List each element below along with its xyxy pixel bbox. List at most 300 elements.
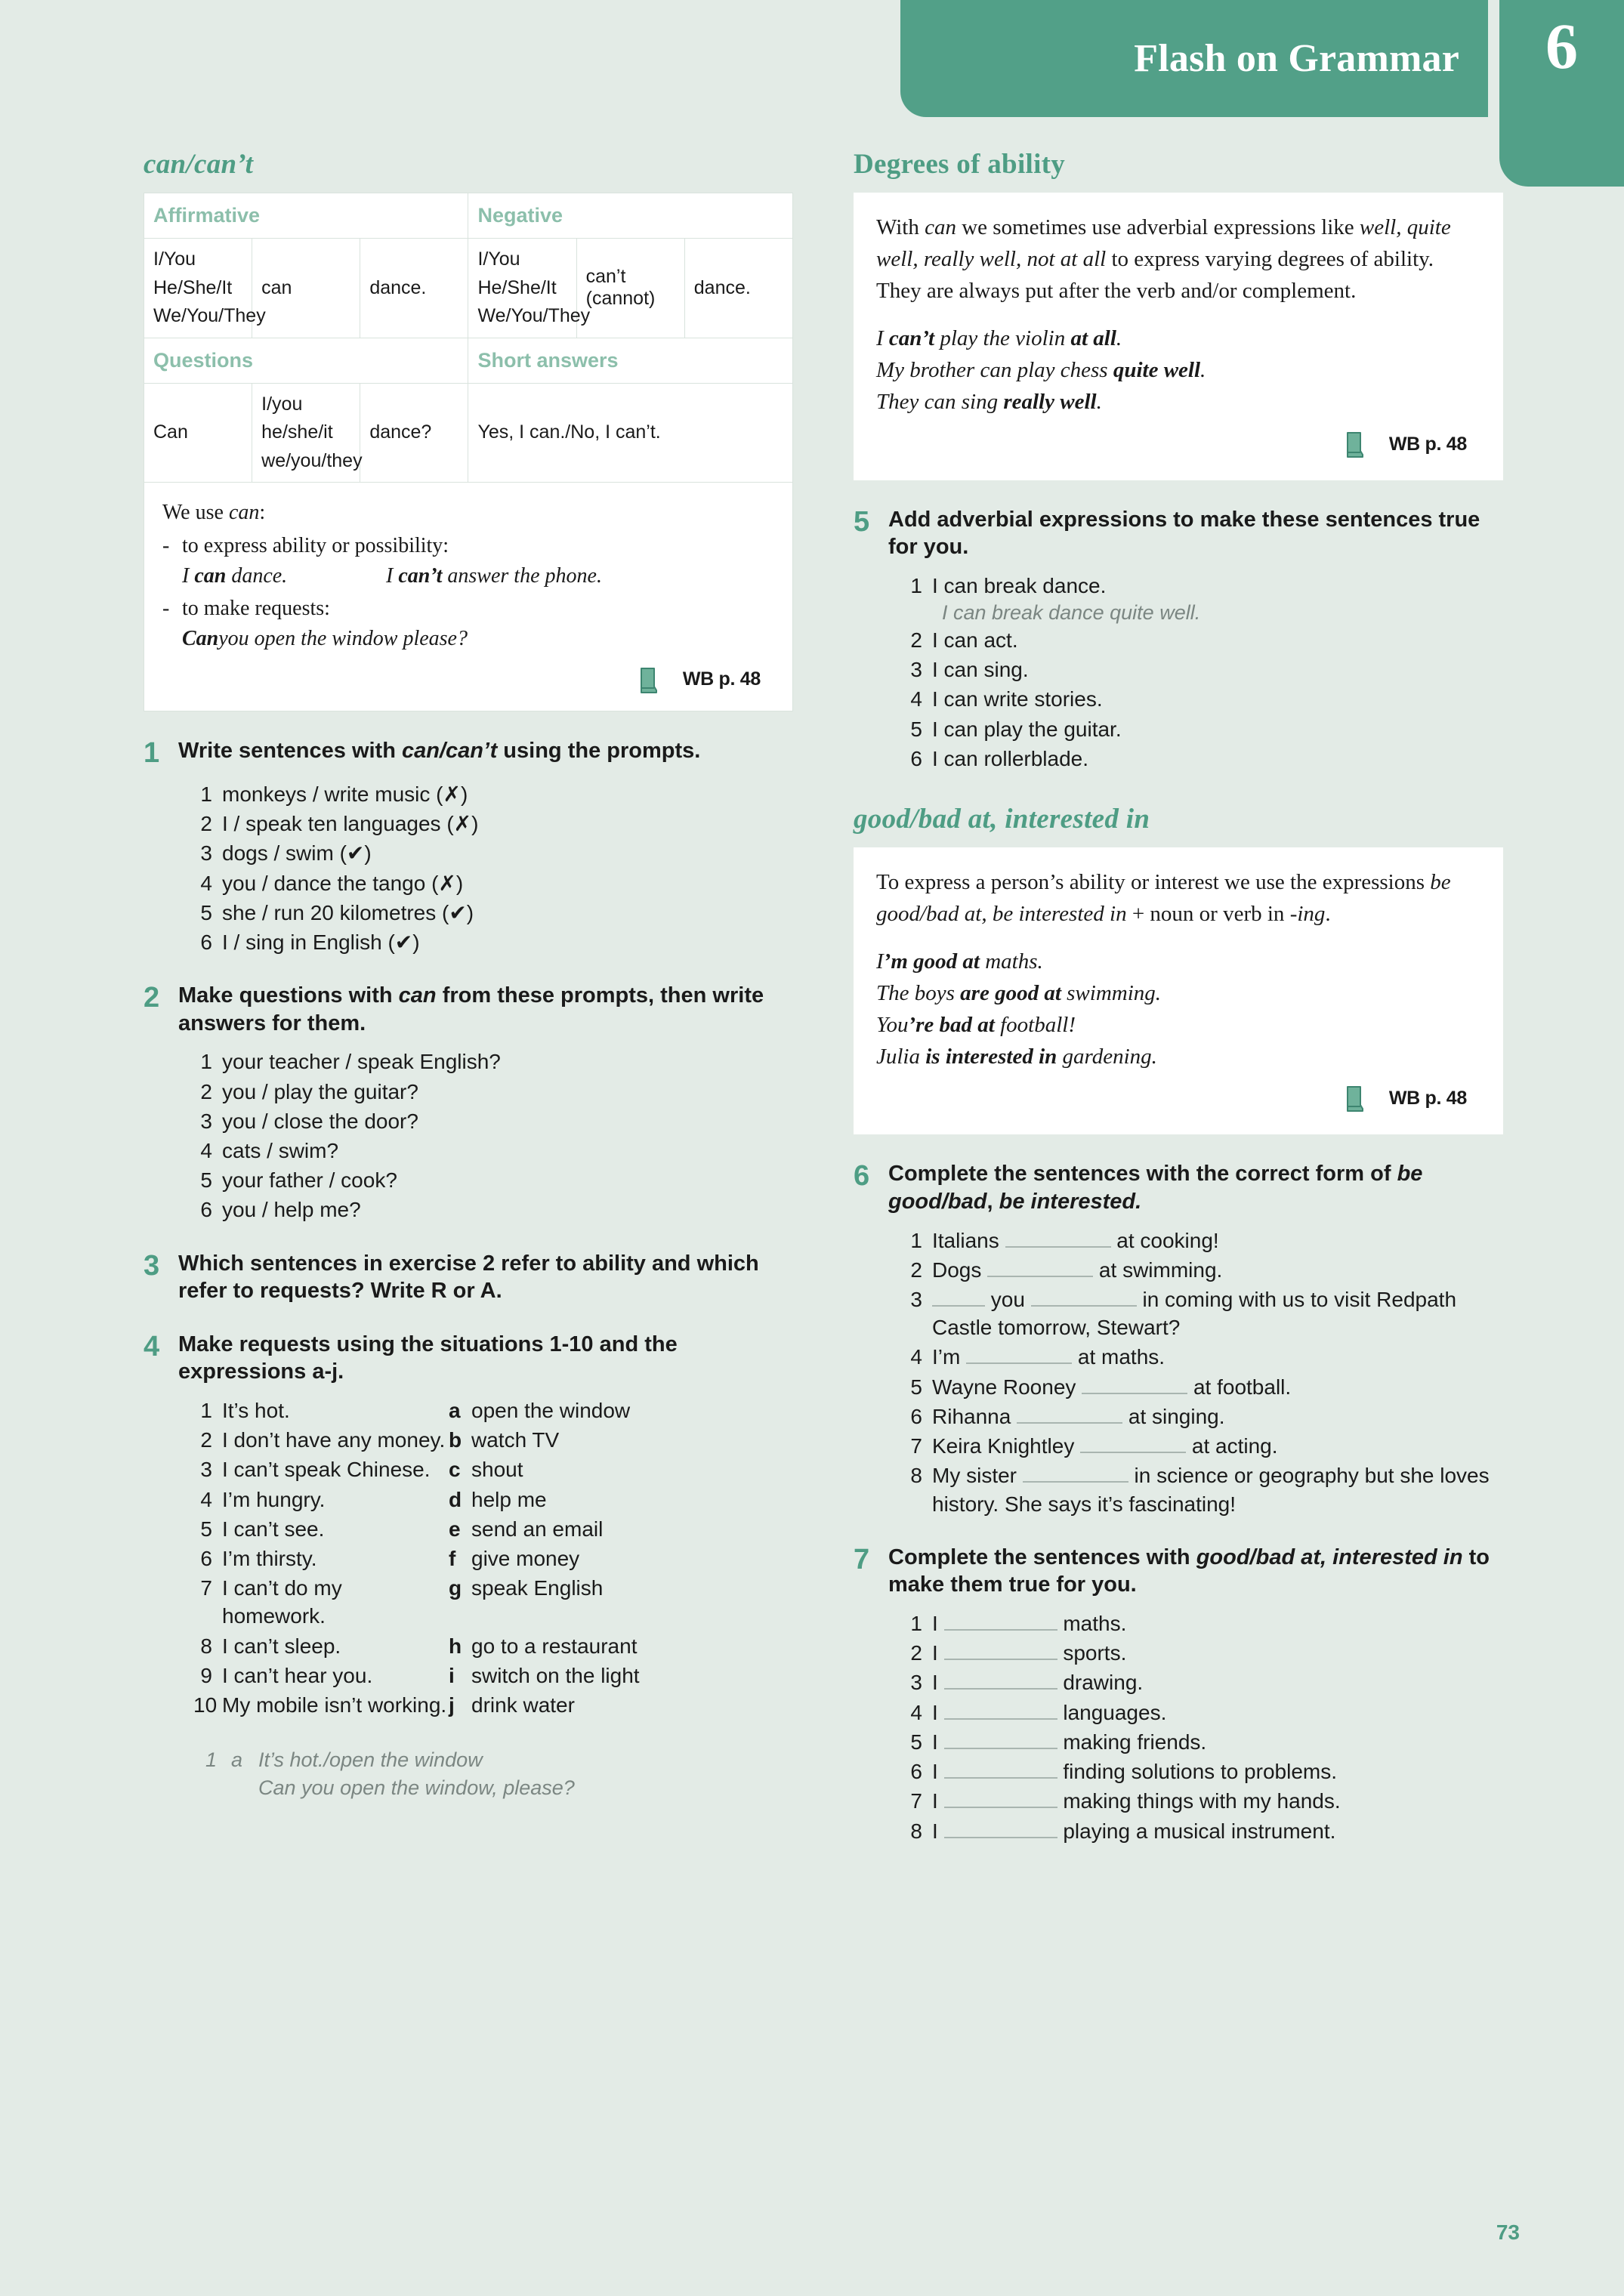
- situation-text: I can’t hear you.: [222, 1663, 373, 1687]
- list-item: [903, 1432, 1503, 1460]
- expression-letter: g: [449, 1576, 462, 1600]
- list-item: [903, 1639, 1503, 1667]
- item-number: 1: [910, 1228, 922, 1252]
- ex-part: Julia: [876, 1044, 926, 1069]
- text-after-blank: at acting.: [1186, 1434, 1278, 1458]
- ex-part-bold: can’t: [888, 326, 935, 351]
- cell-affirmative-verb: dance.: [360, 239, 468, 338]
- left-column: [144, 148, 793, 1802]
- page-number: 73: [1496, 2220, 1520, 2244]
- item-text: monkeys / write music (✗): [222, 782, 468, 806]
- list-item: [903, 1373, 1503, 1401]
- item-text: your teacher / speak English?: [222, 1050, 501, 1074]
- wb-reference-badge[interactable]: [1338, 1080, 1480, 1118]
- wb-reference-badge[interactable]: [1338, 426, 1480, 464]
- list-item: [903, 1728, 1503, 1756]
- answer-blank[interactable]: [1023, 1463, 1128, 1483]
- item-text: you / close the door?: [222, 1109, 418, 1133]
- wb-label: WB p. 48: [682, 668, 761, 690]
- text-before-blank: I: [932, 1671, 944, 1695]
- wb-badge-wrap-1: [162, 662, 774, 699]
- ex-part: I: [876, 949, 884, 974]
- title-part: to make them true for you.: [888, 1545, 1490, 1597]
- text-after-blank: at singing.: [1122, 1404, 1225, 1428]
- exercise-number: 6: [854, 1160, 870, 1193]
- para-part-italic: be good/bad at, be interested in: [876, 869, 1451, 926]
- list-item: [193, 899, 793, 927]
- item-number: 7: [910, 1434, 922, 1458]
- example-a-pre: I: [182, 563, 195, 588]
- example-c-bold: Can: [182, 627, 219, 650]
- info-paragraph: [876, 867, 1480, 930]
- list-item: [903, 745, 1503, 773]
- text-before-blank: My sister: [932, 1464, 1023, 1488]
- text-before-blank: Keira Knightley: [932, 1434, 1081, 1458]
- situation-text: My mobile isn’t working.: [222, 1693, 447, 1717]
- exercise-2-body: [193, 1048, 793, 1224]
- item-number: 7: [200, 1576, 212, 1600]
- text-before-blank: Dogs: [932, 1258, 988, 1282]
- situation-text: I’m hungry.: [222, 1487, 326, 1511]
- list-item: [903, 1609, 1503, 1637]
- list-item: [193, 1426, 793, 1454]
- example-line-1: [205, 1746, 793, 1774]
- exercise-7-body: [903, 1609, 1503, 1845]
- item-text: [932, 1343, 1503, 1371]
- list-item: [193, 1662, 793, 1690]
- subject-line: I/You: [477, 248, 520, 270]
- item-text: [932, 1373, 1503, 1401]
- item-text: I can sing.: [932, 658, 1029, 682]
- item-number: 6: [200, 1198, 212, 1222]
- exercise-4-example: [205, 1746, 793, 1801]
- example-b-post: answer the phone.: [442, 563, 602, 588]
- para-part: we sometimes use adverbial expressions like: [956, 215, 1360, 239]
- exercise-2-head: [144, 982, 793, 1037]
- exercise-5: [854, 506, 1503, 773]
- text-before-blank: I: [932, 1789, 944, 1813]
- para-part: + noun or verb in: [1126, 901, 1290, 926]
- exercise-3-head: [144, 1250, 793, 1305]
- cell-short-answers: Yes, I can./No, I can’t.: [468, 383, 793, 483]
- example-b-pre: I: [386, 563, 399, 588]
- subject-line: He/She/It: [153, 276, 233, 298]
- text-before-blank: Wayne Rooney: [932, 1375, 1082, 1399]
- item-number: 4: [200, 1138, 212, 1162]
- exercise-3: [144, 1250, 793, 1305]
- list-item: [193, 869, 793, 897]
- answer-blank[interactable]: [944, 1611, 1057, 1631]
- info-example: [876, 1010, 1480, 1042]
- expression-text: shout: [471, 1458, 523, 1482]
- bullet-dash: -: [162, 533, 170, 557]
- expression-letter: i: [449, 1663, 455, 1687]
- list-item: [193, 1166, 793, 1194]
- exercise-6-body: [903, 1227, 1503, 1518]
- list-item: [903, 1343, 1503, 1371]
- title-part: Complete the sentences with the correct form of: [888, 1162, 1397, 1187]
- text-before-blank: I: [932, 1641, 944, 1665]
- expression-letter: b: [449, 1428, 462, 1452]
- usage-bullet-2-text: to make requests:: [182, 597, 330, 621]
- answer-blank[interactable]: [944, 1788, 1057, 1808]
- item-number: 4: [910, 1700, 922, 1724]
- section-title-can: can/can’t: [144, 149, 254, 180]
- title-part-italic: be good/bad: [888, 1162, 1423, 1214]
- section-title-degrees-of-ability: Degrees of ability: [854, 149, 1066, 180]
- page-title: Flash on Grammar: [1134, 36, 1459, 80]
- list-item: [193, 1396, 793, 1424]
- item-number: 1: [200, 1398, 212, 1422]
- bullet-dash: -: [162, 597, 170, 621]
- item-text: I can break dance.: [932, 573, 1107, 597]
- list-item: [193, 1455, 793, 1483]
- exercise-6-head: [854, 1160, 1503, 1215]
- item-number: 2: [910, 1641, 922, 1665]
- expression-text: switch on the light: [471, 1663, 640, 1687]
- subject-line: I/you: [261, 393, 303, 415]
- cell-affirmative-subjects: [144, 239, 266, 338]
- exercise-1: [144, 737, 793, 956]
- item-number: 5: [200, 1168, 212, 1193]
- list-item: [903, 1668, 1503, 1696]
- table-row: [144, 338, 793, 383]
- list-item: [193, 1107, 793, 1135]
- answer-blank[interactable]: [1005, 1228, 1111, 1248]
- item-text: [932, 1285, 1503, 1341]
- item-number: 3: [910, 1288, 922, 1311]
- text-before-blank: I’m: [932, 1345, 967, 1369]
- item-number: 3: [200, 841, 212, 866]
- item-text: [932, 1461, 1503, 1517]
- item-number: 3: [200, 1458, 212, 1482]
- answer-blank[interactable]: [966, 1344, 1072, 1364]
- list-item: [193, 1632, 793, 1660]
- list-item: [193, 1574, 793, 1630]
- list-item: [193, 1048, 793, 1075]
- exercise-7-head: [854, 1544, 1503, 1599]
- item-number: 3: [910, 1671, 922, 1695]
- usage-bullet-2-example: [182, 624, 774, 654]
- situation-text: I can’t speak Chinese.: [222, 1458, 431, 1482]
- item-number: 4: [910, 687, 922, 711]
- para-part: With: [876, 215, 925, 239]
- exercise-number: 7: [854, 1543, 870, 1575]
- ex-part-bold: at all: [1070, 326, 1116, 351]
- example-number: 1: [205, 1748, 218, 1772]
- info-box-degrees-of-ability: [854, 193, 1503, 480]
- item-number: 8: [910, 1819, 922, 1843]
- exercise-title: [888, 1160, 1503, 1215]
- ex-part: gardening.: [1057, 1044, 1157, 1069]
- ex-part: swimming.: [1061, 981, 1162, 1006]
- info-example: [876, 946, 1480, 978]
- list-item: [903, 1817, 1503, 1845]
- item-text: she / run 20 kilometres (✔): [222, 900, 474, 924]
- item-text: [932, 1403, 1503, 1430]
- item-text: [932, 1256, 1503, 1284]
- info-example: [876, 323, 1480, 355]
- text-before-blank: I: [932, 1760, 944, 1784]
- example-a-bold: can: [194, 563, 227, 588]
- item-text: your father / cook?: [222, 1168, 397, 1193]
- expression-letter: d: [449, 1487, 462, 1511]
- item-number: 1: [910, 1611, 922, 1635]
- exercise-title: Add adverbial expressions to make these sentences true for you.: [888, 507, 1480, 560]
- list-item: [903, 685, 1503, 713]
- item-number: 2: [910, 628, 922, 652]
- ex-part-bold: really well: [1003, 389, 1097, 414]
- title-part: Make questions with: [178, 983, 399, 1008]
- ex-part: .: [1200, 358, 1206, 382]
- usage-bullet-1-text: to express ability or possibility:: [182, 533, 449, 557]
- expression-text: watch TV: [471, 1428, 560, 1452]
- usage-notes-box: [144, 483, 793, 711]
- text-after-blank: at football.: [1187, 1375, 1292, 1399]
- answer-blank[interactable]: [944, 1819, 1057, 1838]
- title-part-italic: good/bad at, interested in: [1196, 1545, 1463, 1569]
- item-number: 6: [910, 1404, 922, 1428]
- item-number: 4: [910, 1345, 922, 1369]
- workbook-icon: [1338, 426, 1372, 464]
- answer-blank[interactable]: [1080, 1433, 1186, 1453]
- table-row: [144, 193, 793, 239]
- table-header-short-answers: Short answers: [468, 338, 793, 383]
- item-text: I can play the guitar.: [932, 717, 1122, 741]
- item-text: I can act.: [932, 628, 1018, 652]
- info-example: [876, 355, 1480, 387]
- item-number: 5: [910, 1730, 922, 1754]
- item-number: 6: [910, 746, 922, 770]
- list-item: [193, 1486, 793, 1514]
- list-item: [903, 715, 1503, 743]
- answer-blank[interactable]: [944, 1670, 1057, 1690]
- list-item: [193, 1545, 793, 1572]
- answer-blank[interactable]: [944, 1700, 1057, 1720]
- section-title-good-bad-at: good/bad at, interested in: [854, 803, 1150, 835]
- info-example: [876, 387, 1480, 418]
- subject-line: he/she/it: [261, 421, 333, 443]
- wb-label-box: [1375, 1080, 1480, 1118]
- usage-lead-colon: :: [259, 501, 266, 524]
- item-text: I / sing in English (✔): [222, 930, 420, 954]
- exercise-6: [854, 1160, 1503, 1517]
- answer-blank[interactable]: [1031, 1287, 1137, 1307]
- exercise-number: 2: [144, 982, 160, 1014]
- table-header-questions: Questions: [144, 338, 468, 383]
- usage-example-a: [182, 561, 386, 591]
- text-after-blank: at maths.: [1072, 1345, 1166, 1369]
- list-item: [193, 1137, 793, 1165]
- table-header-affirmative: Affirmative: [144, 193, 468, 239]
- info-box-good-bad-at: [854, 847, 1503, 1135]
- list-item: [903, 626, 1503, 654]
- ex-part-bold: is interested in: [925, 1044, 1057, 1069]
- list-item: [193, 839, 793, 867]
- answer-blank[interactable]: [932, 1287, 985, 1307]
- item-number: 4: [200, 1487, 212, 1511]
- title-part-italic: can: [398, 983, 437, 1008]
- exercise-7: [854, 1544, 1503, 1845]
- expression-letter: e: [449, 1517, 461, 1541]
- wb-label: WB p. 48: [1388, 1088, 1467, 1109]
- ex-part: football!: [994, 1012, 1076, 1037]
- item-number: 6: [200, 1546, 212, 1570]
- list-item: [903, 656, 1503, 684]
- item-text: [932, 1227, 1503, 1254]
- item-text: [932, 1699, 1503, 1727]
- list-item: [903, 1757, 1503, 1785]
- example-a-post: dance.: [226, 563, 288, 588]
- usage-bullet-2: [162, 594, 774, 624]
- item-text: [932, 1787, 1503, 1815]
- ex-part-bold: are good at: [960, 981, 1061, 1006]
- subject-line: We/You/They: [153, 305, 266, 326]
- list-item: [903, 1227, 1503, 1254]
- usage-bullet-1-examples: [182, 561, 774, 591]
- cell-negative-modal: [576, 239, 684, 338]
- list-item: [193, 780, 793, 808]
- text-after-blank: in coming with us to visit Redpath Castle tomorrow, Stewart?: [932, 1288, 1457, 1340]
- list-item: [193, 1691, 793, 1719]
- example-answer: I can break dance quite well.: [942, 600, 1201, 624]
- item-number: 3: [200, 1109, 212, 1133]
- item-text: you / help me?: [222, 1198, 361, 1222]
- list-item: [903, 1787, 1503, 1815]
- item-text: dogs / swim (✔): [222, 841, 372, 866]
- situation-text: I can’t see.: [222, 1517, 325, 1541]
- para-part-italic: well, quite well, really well, not at all: [876, 215, 1451, 271]
- usage-lead-plain: We use: [162, 501, 229, 524]
- modal-line-1: can’t: [585, 266, 626, 288]
- expression-text: help me: [471, 1487, 547, 1511]
- exercise-2: [144, 982, 793, 1224]
- item-number: 6: [200, 930, 212, 954]
- item-number: 2: [200, 812, 212, 836]
- answer-blank[interactable]: [944, 1640, 1057, 1660]
- item-number: 8: [200, 1634, 212, 1658]
- title-part: Write sentences with: [178, 739, 402, 764]
- subject-line: we/you/they: [261, 449, 363, 471]
- text-before-blank: I: [932, 1819, 944, 1843]
- wb-badge-wrap-2: [876, 426, 1480, 464]
- item-text: [932, 1639, 1503, 1667]
- wb-badge-wrap-3: [876, 1080, 1480, 1118]
- chapter-number: 6: [1545, 10, 1578, 82]
- exercise-4-body: [193, 1396, 793, 1720]
- item-text: I / speak ten languages (✗): [222, 812, 479, 836]
- expression-letter: f: [449, 1546, 456, 1570]
- expression-letter: c: [449, 1458, 461, 1482]
- ex-part: .: [1096, 389, 1102, 414]
- item-text: cats / swim?: [222, 1138, 339, 1162]
- title-part-italic: be interested.: [999, 1190, 1142, 1214]
- exercise-title: Make requests using the situations 1-10 and the expressions a-j.: [178, 1332, 678, 1384]
- text-after-blank: making things with my hands.: [1057, 1789, 1341, 1813]
- text-after-blank: maths.: [1057, 1611, 1127, 1635]
- item-number: 1: [200, 782, 212, 806]
- subject-line: We/You/They: [477, 305, 591, 326]
- title-part: ,: [986, 1190, 999, 1214]
- subject-line: He/She/It: [477, 276, 557, 298]
- answer-blank[interactable]: [1017, 1404, 1122, 1424]
- text-after-blank: in science or geography but she loves history. She says it’s fascinating!: [932, 1464, 1490, 1516]
- ex-part-bold: quite well: [1113, 358, 1201, 382]
- wb-label-box: [669, 662, 774, 699]
- wb-label: WB p. 48: [1388, 433, 1467, 455]
- answer-blank[interactable]: [987, 1258, 1093, 1277]
- item-number: 2: [200, 1079, 212, 1103]
- para-part: .: [1325, 901, 1331, 926]
- item-text: [932, 1432, 1503, 1460]
- exercise-5-body: [903, 572, 1503, 773]
- text-after-blank: at swimming.: [1093, 1258, 1223, 1282]
- item-number: 4: [200, 871, 212, 895]
- expression-text: open the window: [471, 1398, 631, 1422]
- info-example: [876, 978, 1480, 1010]
- usage-lead-italic: can: [228, 501, 260, 524]
- text-after-blank: playing a musical instrument.: [1057, 1819, 1336, 1843]
- grammar-table-can: [144, 193, 793, 483]
- text-after-blank: finding solutions to problems.: [1057, 1760, 1337, 1784]
- info-paragraph: [876, 212, 1480, 307]
- table-header-negative: Negative: [468, 193, 793, 239]
- ex-part: You: [876, 1012, 909, 1037]
- wb-label-box: [1375, 426, 1480, 464]
- list-item: [193, 810, 793, 838]
- exercise-number: 3: [144, 1249, 160, 1282]
- situation-text: I can’t sleep.: [222, 1634, 341, 1658]
- exercise-5-head: [854, 506, 1503, 561]
- workbook-icon: [631, 662, 666, 699]
- exercise-1-head: [144, 737, 793, 770]
- example-b-bold: can’t: [398, 563, 443, 588]
- text-before-blank: I: [932, 1611, 944, 1635]
- chapter-tab: [1499, 0, 1624, 187]
- expression-letter: a: [449, 1398, 461, 1422]
- ex-part-bold: ’m good at: [883, 949, 980, 974]
- header-banner: [900, 0, 1488, 117]
- item-number: 8: [910, 1464, 922, 1488]
- expression-text: drink water: [471, 1693, 575, 1717]
- item-text: [932, 1609, 1503, 1637]
- item-number: 5: [910, 717, 922, 741]
- ex-part-bold: ’re bad at: [908, 1012, 995, 1037]
- para-part: To express a person’s ability or interest we use the expressions: [876, 869, 1431, 894]
- exercise-1-body: [193, 780, 793, 956]
- usage-bullet-1: [162, 531, 774, 561]
- example-letter: a: [231, 1748, 243, 1772]
- subject-line: I/You: [153, 248, 196, 270]
- list-item: [193, 1196, 793, 1224]
- title-part: Complete the sentences with: [888, 1545, 1196, 1569]
- list-item: [903, 1285, 1503, 1341]
- usage-example-b: [386, 561, 602, 591]
- item-text: [932, 1728, 1503, 1756]
- para-part: to express varying degrees of ability. They are always put after the verb and/or complement.: [876, 246, 1434, 303]
- list-item: [903, 1699, 1503, 1727]
- answer-blank[interactable]: [1082, 1375, 1187, 1394]
- cell-question-verb: dance?: [360, 383, 468, 483]
- item-number: 10: [193, 1693, 218, 1717]
- wb-reference-badge[interactable]: [631, 662, 774, 699]
- answer-blank[interactable]: [944, 1759, 1057, 1779]
- answer-blank[interactable]: [944, 1730, 1057, 1749]
- list-item: [903, 1256, 1503, 1284]
- item-number: 5: [910, 1375, 922, 1399]
- expression-text: send an email: [471, 1517, 604, 1541]
- cell-question-modal: Can: [144, 383, 252, 483]
